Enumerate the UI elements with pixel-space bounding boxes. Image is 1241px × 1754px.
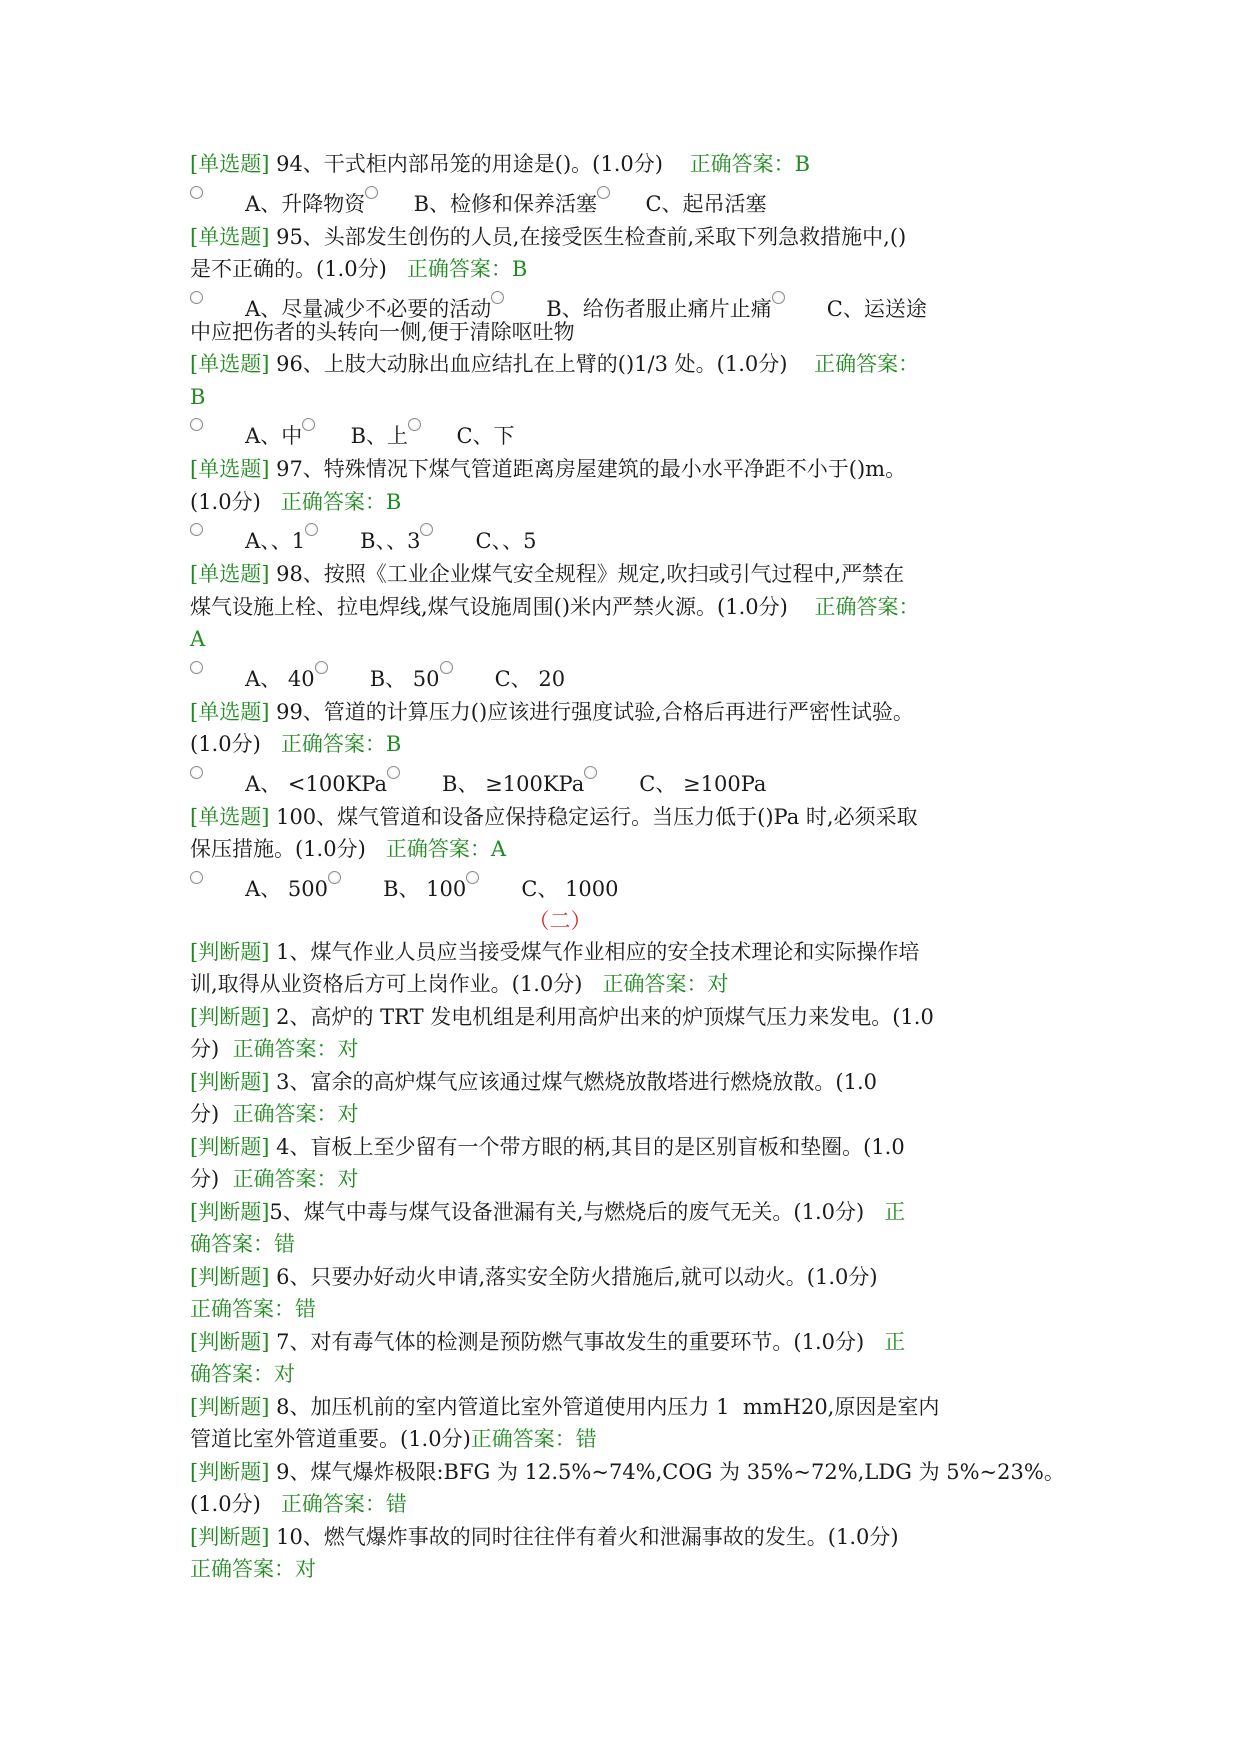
question-100: [单选题] 100、煤气管道和设备应保持稳定运行。当压力低于()Pa 时,必须采取	[190, 804, 918, 829]
options-99: A、 <100KPa B、 ≥100KPa C、 ≥100Pa	[190, 761, 1070, 801]
question-96: [单选题] 96、上肢大动脉出血应结扎在上臂的()1/3 处。(1.0分) 正确答案：	[190, 352, 920, 376]
radio-icon[interactable]	[190, 523, 203, 536]
tf-question-5: [判断题]5、煤气中毒与煤气设备泄漏有关,与燃烧后的废气无关。(1.0分) 正	[190, 1199, 906, 1224]
radio-icon[interactable]	[328, 871, 341, 884]
radio-icon[interactable]	[190, 418, 203, 431]
question-94: [单选题] 94、干式柜内部吊笼的用途是()。(1.0分) 正确答案：B	[190, 152, 811, 176]
radio-icon[interactable]	[190, 186, 203, 199]
tf-question-7: [判断题] 7、对有毒气体的检测是预防燃气事故发生的重要环节。(1.0分) 正	[190, 1329, 906, 1354]
radio-icon[interactable]	[466, 871, 479, 884]
radio-icon[interactable]	[190, 871, 203, 884]
radio-icon[interactable]	[491, 291, 504, 304]
tf-question-2: [判断题] 2、高炉的 TRT 发电机组是利用高炉出来的炉顶煤气压力来发电。(1.0	[190, 1004, 934, 1029]
radio-icon[interactable]	[302, 418, 315, 431]
question-95: [单选题] 95、头部发生创伤的人员,在接受医生检查前,采取下列急救措施中,()	[190, 224, 907, 249]
radio-icon[interactable]	[408, 418, 421, 431]
radio-icon[interactable]	[772, 291, 785, 304]
tf-question-4: [判断题] 4、盲板上至少留有一个带方眼的柄,其目的是区别盲板和垫圈。(1.0	[190, 1134, 905, 1159]
options-96: A、中 B、上 C、下	[190, 413, 1070, 453]
radio-icon[interactable]	[190, 291, 203, 304]
options-95: A、尽量减少不必要的活动 B、给伤者服止痛片止痛 C、运送途	[190, 286, 1070, 326]
radio-icon[interactable]	[365, 186, 378, 199]
tf-question-1: [判断题] 1、煤气作业人员应当接受煤气作业相应的安全技术理论和实际操作培	[190, 939, 920, 964]
radio-icon[interactable]	[584, 766, 597, 779]
radio-icon[interactable]	[190, 661, 203, 674]
tf-question-8: [判断题] 8、加压机前的室内管道比室外管道使用内压力 1 mmH20,原因是室内	[190, 1394, 940, 1419]
question-98: [单选题] 98、按照《工业企业煤气安全规程》规定,吹扫或引气过程中,严禁在	[190, 562, 905, 586]
tf-question-10: [判断题] 10、燃气爆炸事故的同时往往伴有着火和泄漏事故的发生。(1.0分)	[190, 1524, 899, 1549]
radio-icon[interactable]	[315, 661, 328, 674]
options-98: A、 40 B、 50 C、 20	[190, 656, 1070, 696]
radio-icon[interactable]	[420, 523, 433, 536]
radio-icon[interactable]	[305, 523, 318, 536]
question-99: [单选题] 99、管道的计算压力()应该进行强度试验,合格后再进行严密性试验。	[190, 699, 914, 724]
radio-icon[interactable]	[190, 766, 203, 779]
tf-question-9: [判断题] 9、煤气爆炸极限:BFG 为 12.5%~74%,COG 为 35%~72%,LDG 为 5%~23%。	[190, 1459, 1065, 1484]
section-title: （二）	[528, 908, 592, 933]
question-97: [单选题] 97、特殊情况下煤气管道距离房屋建筑的最小水平净距不小于()m。	[190, 457, 907, 481]
tf-question-6: [判断题] 6、只要办好动火申请,落实安全防火措施后,就可以动火。(1.0分)	[190, 1264, 878, 1289]
tf-question-3: [判断题] 3、富余的高炉煤气应该通过煤气燃烧放散塔进行燃烧放散。(1.0	[190, 1069, 878, 1094]
options-100: A、 500 B、 100 C、 1000	[190, 866, 1070, 906]
radio-icon[interactable]	[597, 186, 610, 199]
options-97: A、、1 B、、3 C、、5	[190, 518, 1070, 558]
document-page: [单选题] 94、干式柜内部吊笼的用途是()。(1.0分) 正确答案：B A、升降物资 B、检修和保养活塞 C、起吊活塞 [单选题] 95、头部发生创伤的人员,在接受医生检查前,采取下列急救措施中,() 是不正确的。(1.0分) 正确答案：B A、尽量减少不必要的活动 B、给伤者服止痛片止痛 C、运送途 中应把伤者的头转向一侧,便于清除呕吐物 [单选题] 96、上肢大动脉出血应结扎在上臂的()1/3 处。(1.0分) 正确答案： B A、中 B、上 C、下 [单选题] 97、特殊情况下煤气管道距离房屋建筑的最小水平净距不小于()m。 (1.0分) 正确答案：B A、、1 B、、3 C、、5 [单选题] 98、按照《工业企业煤气安全规程》规定,吹扫或引气过程中,严禁在 煤气设施上栓、拉电焊线,煤气设施周围()米内严禁火源。(1.0分) 正确答案： A A、 40 B、 50 C、 20 [单选题] 99、管道的计算压力()应该进行强度试验,合格后再进行严密性试验。 (1.0分) 正确答案：B A、 <100KPa B、 ≥100KPa C、 ≥100Pa [单选题] 100、煤气管道和设备应保持稳定运行。当压力低于()Pa 时,必须采取 保压措施。(1.0分) 正确答案：A A、 500 B、 100 C、 1000 （二） [判断题] 1、煤气作业人员应当接受煤气作业相应的安全技术理论和实际操作培 训,取得从业资格后方可上岗作业。(1.0分) 正确答案：对 [判断题] 2、高炉的 TRT 发电机组是利用高炉出来的炉顶煤气压力来发电。(1.0 分) 正确答案：对 [判断题] 3、富余的高炉煤气应该通过煤气燃烧放散塔进行燃烧放散。(1.0 分) 正确答案：对 [判断题] 4、盲板上至少留有一个带方眼的柄,其目的是区别盲板和垫圈。(1.0 分) 正确答案：对 [判断题]5、煤气中毒与煤气设备泄漏有关,与燃烧后的废气无关。(1.0分) 正 确答案：错 [判断题] 6、只要办好动火申请,落实安全防火措施后,就可以动火。(1.0分) 正确答案：错 [判断题] 7、对有毒气体的检测是预防燃气事故发生的重要环节。(1.0分) 正 确答案：对 [判断题] 8、加压机前的室内管道比室外管道使用内压力 1 mmH20,原因是室内 管道比室外管道重要。(1.0分)正确答案：错 [判断题] 9、煤气爆炸极限:BFG 为 12.5%~74%,COG 为 35%~72%,LDG 为 5%~23%。 (1.0分) 正确答案：错 [判断题] 10、燃气爆炸事故的同时往往伴有着火和泄漏事故的发生。(1.0分) 正确答案：对	[190, 148, 1070, 1586]
radio-icon[interactable]	[387, 766, 400, 779]
radio-icon[interactable]	[440, 661, 453, 674]
options-94: A、升降物资 B、检修和保养活塞 C、起吊活塞	[190, 181, 1070, 221]
